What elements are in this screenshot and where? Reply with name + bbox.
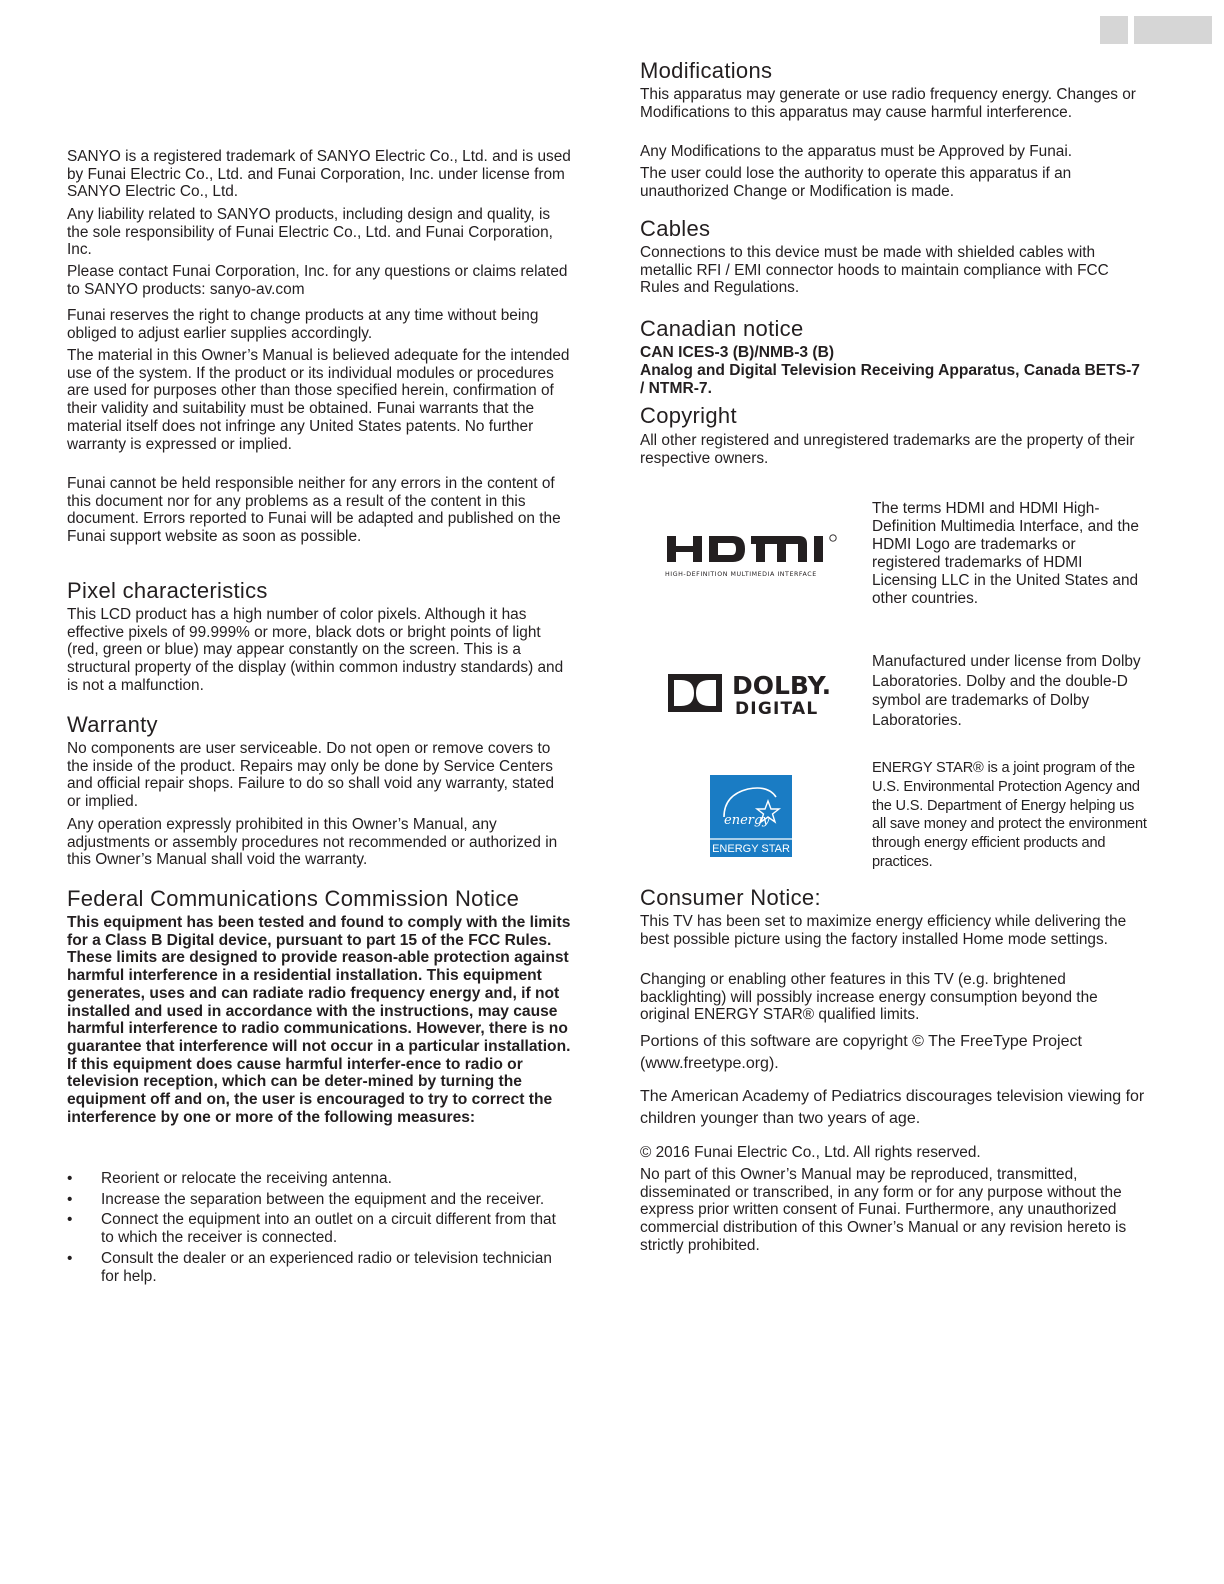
- consumer-paragraph-2: Changing or enabling other features in this TV (e.g. brightened backlighting) will possibly increase energy consumption beyond the original ENERGY STAR® qualified limits.: [640, 971, 1098, 1024]
- no-part-paragraph: No part of this Owner’s Manual may be reproduced, transmitted, disseminated or transcribed, in any form or for any purpose without the express prior written consent of Funai. Furthermore, any unauthorized commercial distribution of this Owner’s Manual or any revision hereto is strictly prohibited.: [640, 1166, 1127, 1254]
- hdmi-logo: [665, 530, 855, 578]
- errors-paragraph: Funai cannot be held responsible neither for any errors in the content of this document nor for any problems as a result of the content in this document. Errors reported to Funai will be adapted and published on the Funai support website as soon as possible.: [67, 475, 561, 546]
- contact-paragraph: Please contact Funai Corporation, Inc. for any questions or claims related to SANYO products: sanyo-av.com: [67, 263, 568, 298]
- canadian-heading: Canadian notice: [640, 316, 804, 341]
- bullet-icon: •: [67, 1170, 73, 1187]
- canadian-line-1: CAN ICES-3 (B)/NMB-3 (B): [640, 344, 835, 361]
- copyright-heading: Copyright: [640, 403, 737, 428]
- trademark-paragraph: SANYO is a registered trademark of SANYO Electric Co., Ltd. and is used by Funai Electric Co., Ltd. and Funai Corporation, Inc. under license from SANYO Electric Co., Ltd.: [67, 148, 571, 201]
- energy-star-block: [640, 758, 1145, 873]
- hdmi-paragraph: The terms HDMI and HDMI High-Definition Multimedia Interface, and the HDMI Logo are trademarks or registered trademarks of HDMI Licensing LLC in the United States and other countries.: [872, 500, 1139, 607]
- modifications-paragraph-1: This apparatus may generate or use radio frequency energy. Changes or Modifications to this apparatus may cause harmful interference.: [640, 86, 1136, 121]
- dolby-digital-logo: [668, 668, 838, 718]
- fcc-paragraph: This equipment has been tested and found to comply with the limits for a Class B Digital device, pursuant to part 15 of the FCC Rules. These limits are designed to provide reason-able protection against harmful interference in a residential installation. This equipment generates, uses and can radiate radio frequency energy and, if not installed and used in accordance with the instructions, may cause harmful interference to radio communications. However, there is no guarantee that interference will not occur in a particular installation. If this equipment does cause harmful interfer-ence to radio or television reception, which can be deter-mined by turning the equipment off and on, the user is encouraged to try to correct the interference by one or more of the following measures:: [67, 914, 571, 1126]
- freetype-paragraph: Portions of this software are copyright © The FreeType Project (www.freetype.org).: [640, 1033, 1082, 1072]
- hdmi-logo-subtitle: HIGH-DEFINITION MULTIMEDIA INTERFACE: [665, 571, 817, 578]
- bullet-icon: •: [67, 1190, 73, 1208]
- page-corner-tab-left: [1100, 16, 1128, 44]
- dolby-logo-digital: DIGITAL: [735, 699, 819, 718]
- copyright-paragraph: All other registered and unregistered trademarks are the property of their respective owners.: [640, 432, 1135, 467]
- list-item: • Consult the dealer or an experienced radio or television technician for help.: [67, 1249, 552, 1285]
- dolby-paragraph: Manufactured under license from Dolby Laboratories. Dolby and the double-D symbol are trademarks of Dolby Laboratories.: [872, 653, 1141, 729]
- consumer-paragraph-1: This TV has been set to maximize energy efficiency while delivering the best possible picture using the factory installed Home mode settings.: [640, 913, 1127, 948]
- warranty-paragraph-1: No components are user serviceable. Do not open or remove covers to the inside of the product. Repairs may only be done by Service Centers and official repair shops. Failure to do so shall void any warranty, stated or implied.: [67, 740, 555, 811]
- modifications-heading: Modifications: [640, 58, 773, 83]
- dolby-block: [640, 650, 1145, 735]
- fcc-heading: Federal Communications Commission Notice: [67, 886, 520, 911]
- fcc-measures-list: [67, 1170, 572, 1288]
- page-corner-tab-right: [1134, 16, 1212, 44]
- energy-star-script: energy: [724, 813, 770, 828]
- consumer-notice-heading: Consumer Notice:: [640, 885, 821, 910]
- warranty-paragraph-2: Any operation expressly prohibited in this Owner’s Manual, any adjustments or assembly procedures not recommended or authorized in this Owner’s Manual shall void the warranty.: [67, 816, 558, 869]
- energy-star-paragraph: ENERGY STAR® is a joint program of the U.S. Environmental Protection Agency and the U.S. Department of Energy helping us all save money and protect the environment through energy efficient products and practices.: [872, 760, 1147, 870]
- cables-heading: Cables: [640, 216, 711, 241]
- hdmi-block: [640, 500, 1145, 610]
- warranty-heading: Warranty: [67, 712, 158, 737]
- list-item: • Reorient or relocate the receiving antenna.: [67, 1170, 392, 1187]
- canadian-line-2: Analog and Digital Television Receiving Apparatus, Canada BETS-7 / NTMR-7.: [640, 362, 1140, 397]
- copyright-line: © 2016 Funai Electric Co., Ltd. All rights reserved.: [640, 1144, 981, 1161]
- list-item: • Increase the separation between the equipment and the receiver.: [67, 1190, 545, 1208]
- liability-paragraph: Any liability related to SANYO products, including design and quality, is the sole responsibility of Funai Electric Co., Ltd. and Funai Corporation, Inc.: [67, 206, 553, 259]
- energy-star-logo: [710, 775, 792, 857]
- bullet-icon: •: [67, 1249, 73, 1267]
- reserves-paragraph: Funai reserves the right to change products at any time without being obliged to adjust earlier supplies accordingly.: [67, 307, 539, 342]
- dolby-logo-word: DOLBY.: [732, 671, 832, 700]
- modifications-paragraph-3: The user could lose the authority to operate this apparatus if an unauthorized Change or Modification is made.: [640, 165, 1072, 200]
- energy-star-label: ENERGY STAR: [712, 843, 790, 855]
- modifications-paragraph-2: Any Modifications to the apparatus must be Approved by Funai.: [640, 143, 1073, 160]
- aap-paragraph: The American Academy of Pediatrics discourages television viewing for children younger than two years of age.: [640, 1088, 1145, 1127]
- material-paragraph: The material in this Owner’s Manual is believed adequate for the intended use of the system. If the product or its individual modules or procedures are used for purposes other than those specified herein, confirmation of their validity and suitability must be obtained. Funai warrants that the material itself does not infringe any United States patents. No further warranty is expressed or implied.: [67, 347, 570, 453]
- pixel-heading: Pixel characteristics: [67, 578, 268, 603]
- cables-paragraph: Connections to this device must be made with shielded cables with metallic RFI / EMI connector hoods to maintain compliance with FCC Rules and Regulations.: [640, 244, 1109, 297]
- list-item: • Connect the equipment into an outlet on a circuit different from that to which the receiver is connected.: [67, 1211, 556, 1247]
- pixel-paragraph: This LCD product has a high number of color pixels. Although it has effective pixels of 99.999% or more, black dots or bright points of light (red, green or blue) may appear constantly on the screen. This is a structural property of the display (within common industry standards) and is not a malfunction.: [67, 606, 564, 694]
- bullet-icon: •: [67, 1211, 73, 1229]
